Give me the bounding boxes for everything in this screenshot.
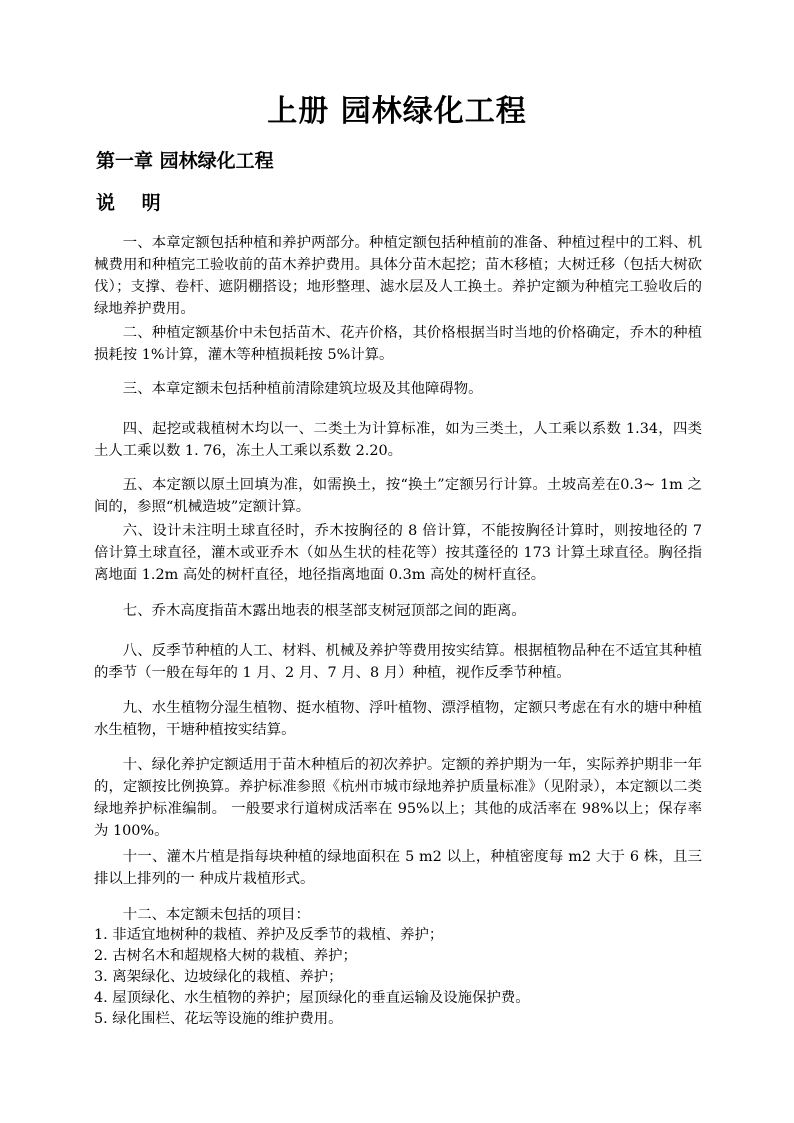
paragraph-2: 二、种植定额基价中未包括苗木、花卉价格，其价格根据当时当地的价格确定，乔木的种植损耗按 1%计算，灌木等种植损耗按 5%计算。: [94, 325, 702, 363]
list-item: 4. 屋顶绿化、水生植物的养护；屋顶绿化的垂直运输及设施保护费。: [94, 990, 530, 1006]
paragraph-3: 三、本章定额未包括种植前清除建筑垃圾及其他障碍物。: [122, 381, 483, 397]
paragraph-4: 四、起挖或栽植树木均以一、二类土为计算标准，如为三类土，人工乘以系数 1.34，四类土人工乘以数 1. 76，冻土人工乘以系数 2.20。: [94, 421, 702, 459]
list-item: 5. 绿化围栏、花坛等设施的维护费用。: [94, 1011, 343, 1027]
paragraph-8: 八、反季节种植的人工、材料、机械及养护等费用按实结算。根据植物品种在不适宜其种植的季节（一般在每年的 1 月、2 月、7 月、8 月）种植，视作反季节种植。: [94, 643, 702, 681]
paragraph-12: 十二、本定额未包括的项目：: [122, 907, 310, 923]
document-title: 上册 园林绿化工程: [267, 94, 527, 129]
section-title: 说 明: [96, 192, 171, 214]
paragraph-1: 一、本章定额包括种植和养护两部分。种植定额包括种植前的准备、种植过程中的工料、机械费用和种植完工验收前的苗木养护费用。具体分苗木起挖；苗木移植；大树迁移（包括大树砍伐）；支撑、卷杆、遮阴棚搭设；地形整理、滤水层及人工换土。养护定额为种植完工验收后的绿地养护费用。: [94, 235, 702, 317]
paragraph-10: 十、绿化养护定额适用于苗木种植后的初次养护。定额的养护期为一年，实际养护期非一年的，定额按比例换算。养护标准参照《杭州市城市绿地养护质量标准》（见附录），本定额以二类绿地养护标准编制。 一般要求行道树成活率在 95%以上；其他的成活率在 98%以上；保存率为 100%。: [94, 757, 702, 839]
paragraph-5: 五、本定额以原土回填为准，如需换土，按“换土”定额另行计算。土坡高差在0.3~ 1m 之间的，参照“机械造坡”定额计算。: [94, 477, 702, 515]
list-item: 2. 古树名木和超规格大树的栽植、养护；: [94, 948, 357, 964]
paragraph-6: 六、设计未注明土球直径时，乔木按胸径的 8 倍计算，不能按胸径计算时，则按地径的 7 倍计算土球直径，灌木或亚乔木（如丛生状的桂花等）按其蓬径的 173 计算土球直径。胸径指离地面 1.2m 高处的树杆直径，地径指离地面 0.3m 高处的树杆直径。: [94, 523, 702, 583]
list-item: 3. 离架绿化、边坡绿化的栽植、养护；: [94, 969, 343, 985]
chapter-title: 第一章 园林绿化工程: [96, 150, 274, 172]
paragraph-11: 十一、灌木片植是指每块种植的绿地面积在 5 m2 以上，种植密度每 m2 大于 6 株，且三排以上排列的一 种成片栽植形式。: [94, 849, 702, 887]
paragraph-9: 九、水生植物分湿生植物、挺水植物、浮叶植物、漂浮植物，定额只考虑在有水的塘中种植水生植物，干塘种植按实结算。: [94, 700, 702, 738]
list-item: 1. 非适宜地树种的栽植、养护及反季节的栽植、养护；: [94, 927, 444, 943]
paragraph-7: 七、乔木高度指苗木露出地表的根茎部支树冠顶部之间的距离。: [122, 603, 526, 619]
